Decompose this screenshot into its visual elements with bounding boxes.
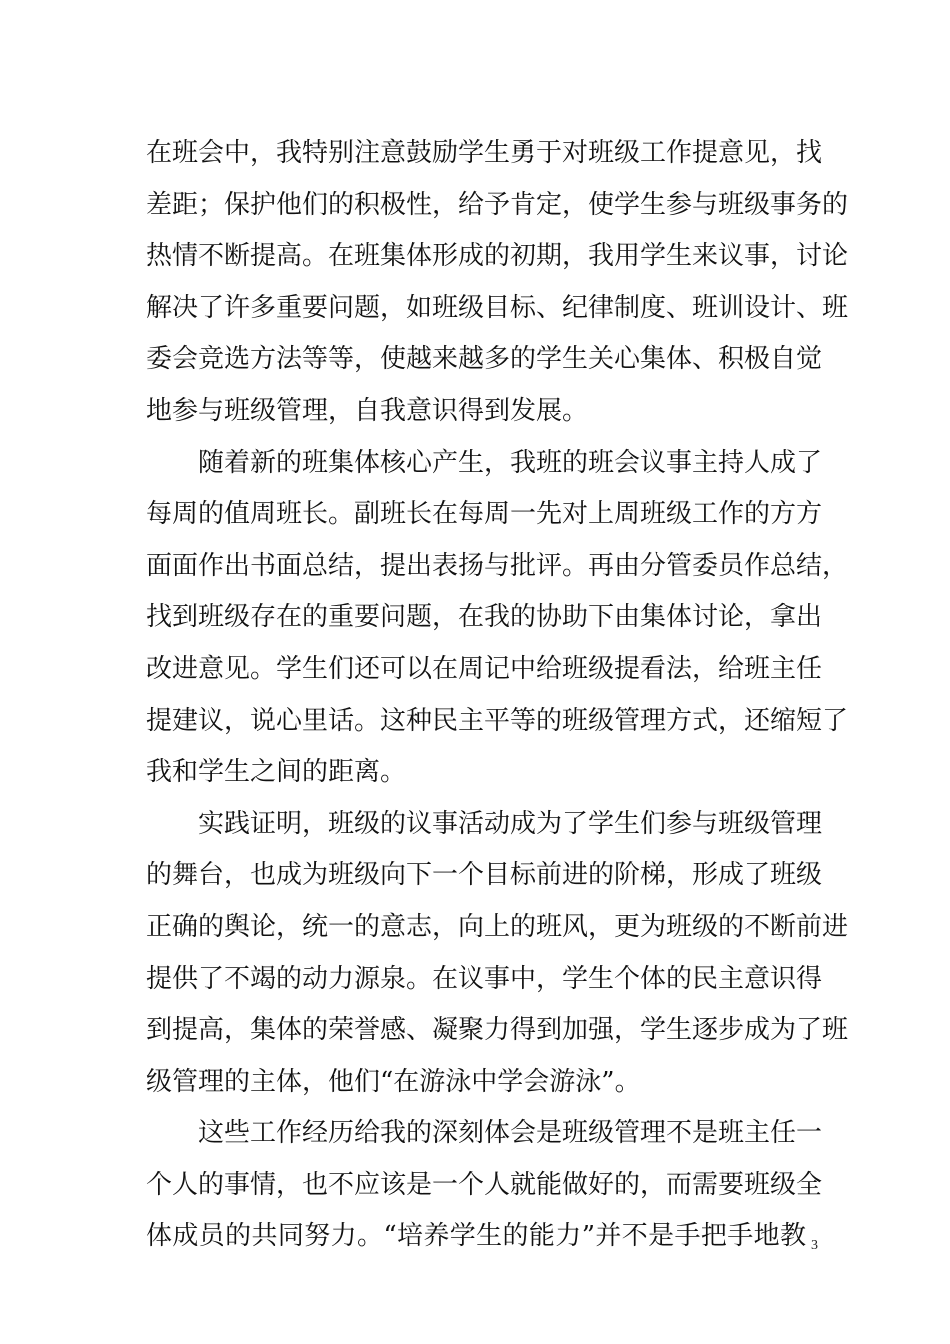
text-line: 这些工作经历给我的深刻体会是班级管理不是班主任一	[146, 1118, 823, 1149]
text-line: 提供了不竭的动力源泉。在议事中，学生个体的民主意识得	[146, 963, 823, 994]
text-line: 委会竞选方法等等，使越来越多的学生关心集体、积极自觉	[146, 344, 823, 375]
text-line: 面面作出书面总结，提出表扬与批评。再由分管委员作总结，	[146, 550, 849, 581]
text-line: 到提高，集体的荣誉感、凝聚力得到加强，学生逐步成为了班	[146, 1015, 849, 1046]
text-line: 级管理的主体，他们“在游泳中学会游泳”。	[146, 1066, 641, 1097]
text-line: 随着新的班集体核心产生，我班的班会议事主持人成了	[146, 447, 823, 478]
page-number: 3	[811, 1238, 818, 1253]
body-text	[146, 128, 849, 1263]
text-line: 每周的值周班长。副班长在每周一先对上周班级工作的方方	[146, 499, 823, 530]
text-line: 在班会中，我特别注意鼓励学生勇于对班级工作提意见，找	[146, 138, 823, 168]
text-line: 解决了许多重要问题，如班级目标、纪律制度、班训设计、班	[146, 292, 849, 323]
text-line: 正确的舆论，统一的意志，向上的班风，更为班级的不断前进	[146, 911, 849, 942]
text-line: 找到班级存在的重要问题，在我的协助下由集体讨论，拿出	[146, 602, 823, 633]
text-line: 实践证明，班级的议事活动成为了学生们参与班级管理	[146, 808, 823, 839]
text-line: 我和学生之间的距离。	[146, 757, 407, 788]
text-line: 个人的事情，也不应该是一个人就能做好的，而需要班级全	[146, 1169, 823, 1200]
text-line: 的舞台，也成为班级向下一个目标前进的阶梯，形成了班级	[146, 860, 823, 891]
text-line: 热情不断提高。在班集体形成的初期，我用学生来议事，讨论	[146, 241, 849, 272]
text-line: 差距；保护他们的积极性，给予肯定，使学生参与班级事务的	[146, 189, 849, 220]
text-line: 改进意见。学生们还可以在周记中给班级提看法，给班主任	[146, 653, 823, 684]
text-line: 提建议，说心里话。这种民主平等的班级管理方式，还缩短了	[146, 705, 849, 736]
text-line: 体成员的共同努力。“培养学生的能力”并不是手把手地教	[146, 1221, 806, 1252]
text-line: 地参与班级管理，自我意识得到发展。	[146, 395, 589, 426]
